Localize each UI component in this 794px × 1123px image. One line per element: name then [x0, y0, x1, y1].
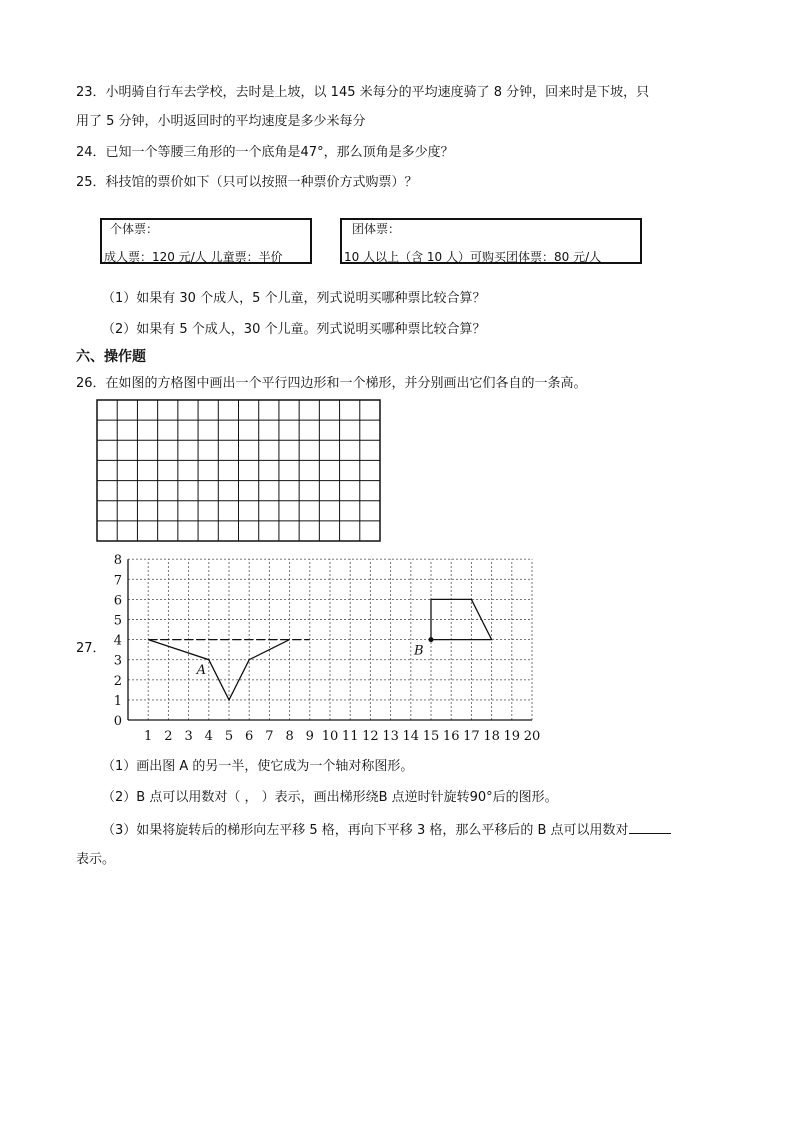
q27-x-tick-label: 14 [402, 729, 420, 744]
q27-sub2: （2）B 点可以用数对（ ， ）表示，画出梯形绕B 点逆时针旋转90°后的图形。 [102, 790, 558, 805]
q27-x-tick-label: 8 [285, 729, 294, 744]
q27-y-tick-label: 3 [113, 653, 122, 669]
q27-point-b-label: B [414, 643, 424, 659]
q27-y-tick-label: 6 [113, 593, 122, 609]
q27-coordinate-grid [114, 553, 541, 744]
group-ticket-detail: 10 人以上（含 10 人）可购买团体票：80 元/人 [344, 250, 602, 264]
q27-x-tick-label: 1 [144, 729, 153, 744]
q27-y-tick-label: 2 [113, 673, 122, 689]
q27-x-tick-label: 7 [265, 729, 274, 744]
q27-y-tick-label: 8 [113, 553, 122, 569]
q27-x-tick-label: 11 [341, 729, 359, 744]
q27-x-tick-label: 16 [442, 729, 460, 744]
q27-sub3-end: 表示。 [76, 852, 116, 867]
q27-point-b [429, 637, 434, 642]
q27-x-tick-label: 5 [224, 729, 234, 744]
q27-x-tick-label: 10 [321, 729, 339, 744]
q26-text: 26．在如图的方格图中画出一个平行四边形和一个梯形，并分别画出它们各自的一条高。 [76, 376, 587, 391]
q27-figure-a-label: A [196, 662, 207, 678]
q27-x-tick-label: 18 [483, 729, 500, 744]
q27-x-tick-label: 13 [382, 729, 399, 744]
q27-x-tick-label: 3 [184, 729, 193, 744]
q25-sub2: （2）如果有 5 个成人，30 个儿童。列式说明买哪种票比较合算？ [102, 322, 486, 337]
q27-x-tick-label: 2 [164, 729, 173, 744]
individual-ticket-detail: 成人票：120 元/人 儿童票：半价 [104, 250, 283, 264]
q23-line1: 23．小明骑自行车去学校，去时是上坡，以 145 米每分的平均速度骑了 8 分钟，回来时是下坡，只 [76, 85, 650, 100]
individual-ticket-title: 个体票： [110, 222, 159, 236]
q27-y-tick-label: 1 [113, 693, 122, 709]
q27-x-tick-label: 19 [503, 729, 521, 744]
q27-sub3-blank[interactable] [629, 820, 671, 834]
q24-text: 24．已知一个等腰三角形的一个底角是47°，那么顶角是多少度？ [76, 145, 454, 160]
q27-sub3-text: （3）如果将旋转后的梯形向左平移 5 格，再向下平移 3 格，那么平移后的 B 点可以用数对 [102, 823, 629, 838]
q27-x-tick-label: 4 [204, 729, 213, 744]
q27-y-tick-label: 0 [113, 714, 122, 729]
q25-text: 25．科技馆的票价如下（只可以按照一种票价方式购票）？ [76, 175, 418, 190]
q27-x-tick-label: 20 [523, 729, 541, 744]
q27-sub1: （1）画出图 A 的另一半，使它成为一个轴对称图形。 [102, 759, 414, 774]
q27-x-tick-label: 17 [463, 729, 480, 744]
q26-square-grid [97, 400, 380, 541]
q27-y-tick-label: 4 [113, 633, 122, 649]
section6-title: 六、操作题 [76, 349, 146, 365]
q27-y-tick-label: 7 [113, 573, 122, 589]
q27-x-tick-label: 9 [305, 729, 314, 744]
q23-line2: 用了 5 分钟，小明返回时的平均速度是多少米每分 [76, 114, 366, 129]
group-ticket-title: 团体票： [352, 222, 401, 236]
q27-y-tick-label: 5 [113, 613, 122, 629]
q27-x-tick-label: 15 [422, 729, 440, 744]
q27-x-tick-label: 12 [362, 729, 379, 744]
q27-figure-a-half [148, 640, 289, 700]
q27-x-tick-label: 6 [245, 729, 254, 744]
q27-trapezoid [413, 599, 492, 658]
q25-sub1: （1）如果有 30 个成人，5 个儿童，列式说明买哪种票比较合算？ [102, 291, 486, 306]
q27-label: 27． [76, 641, 106, 656]
q27-sub3 [102, 820, 671, 840]
